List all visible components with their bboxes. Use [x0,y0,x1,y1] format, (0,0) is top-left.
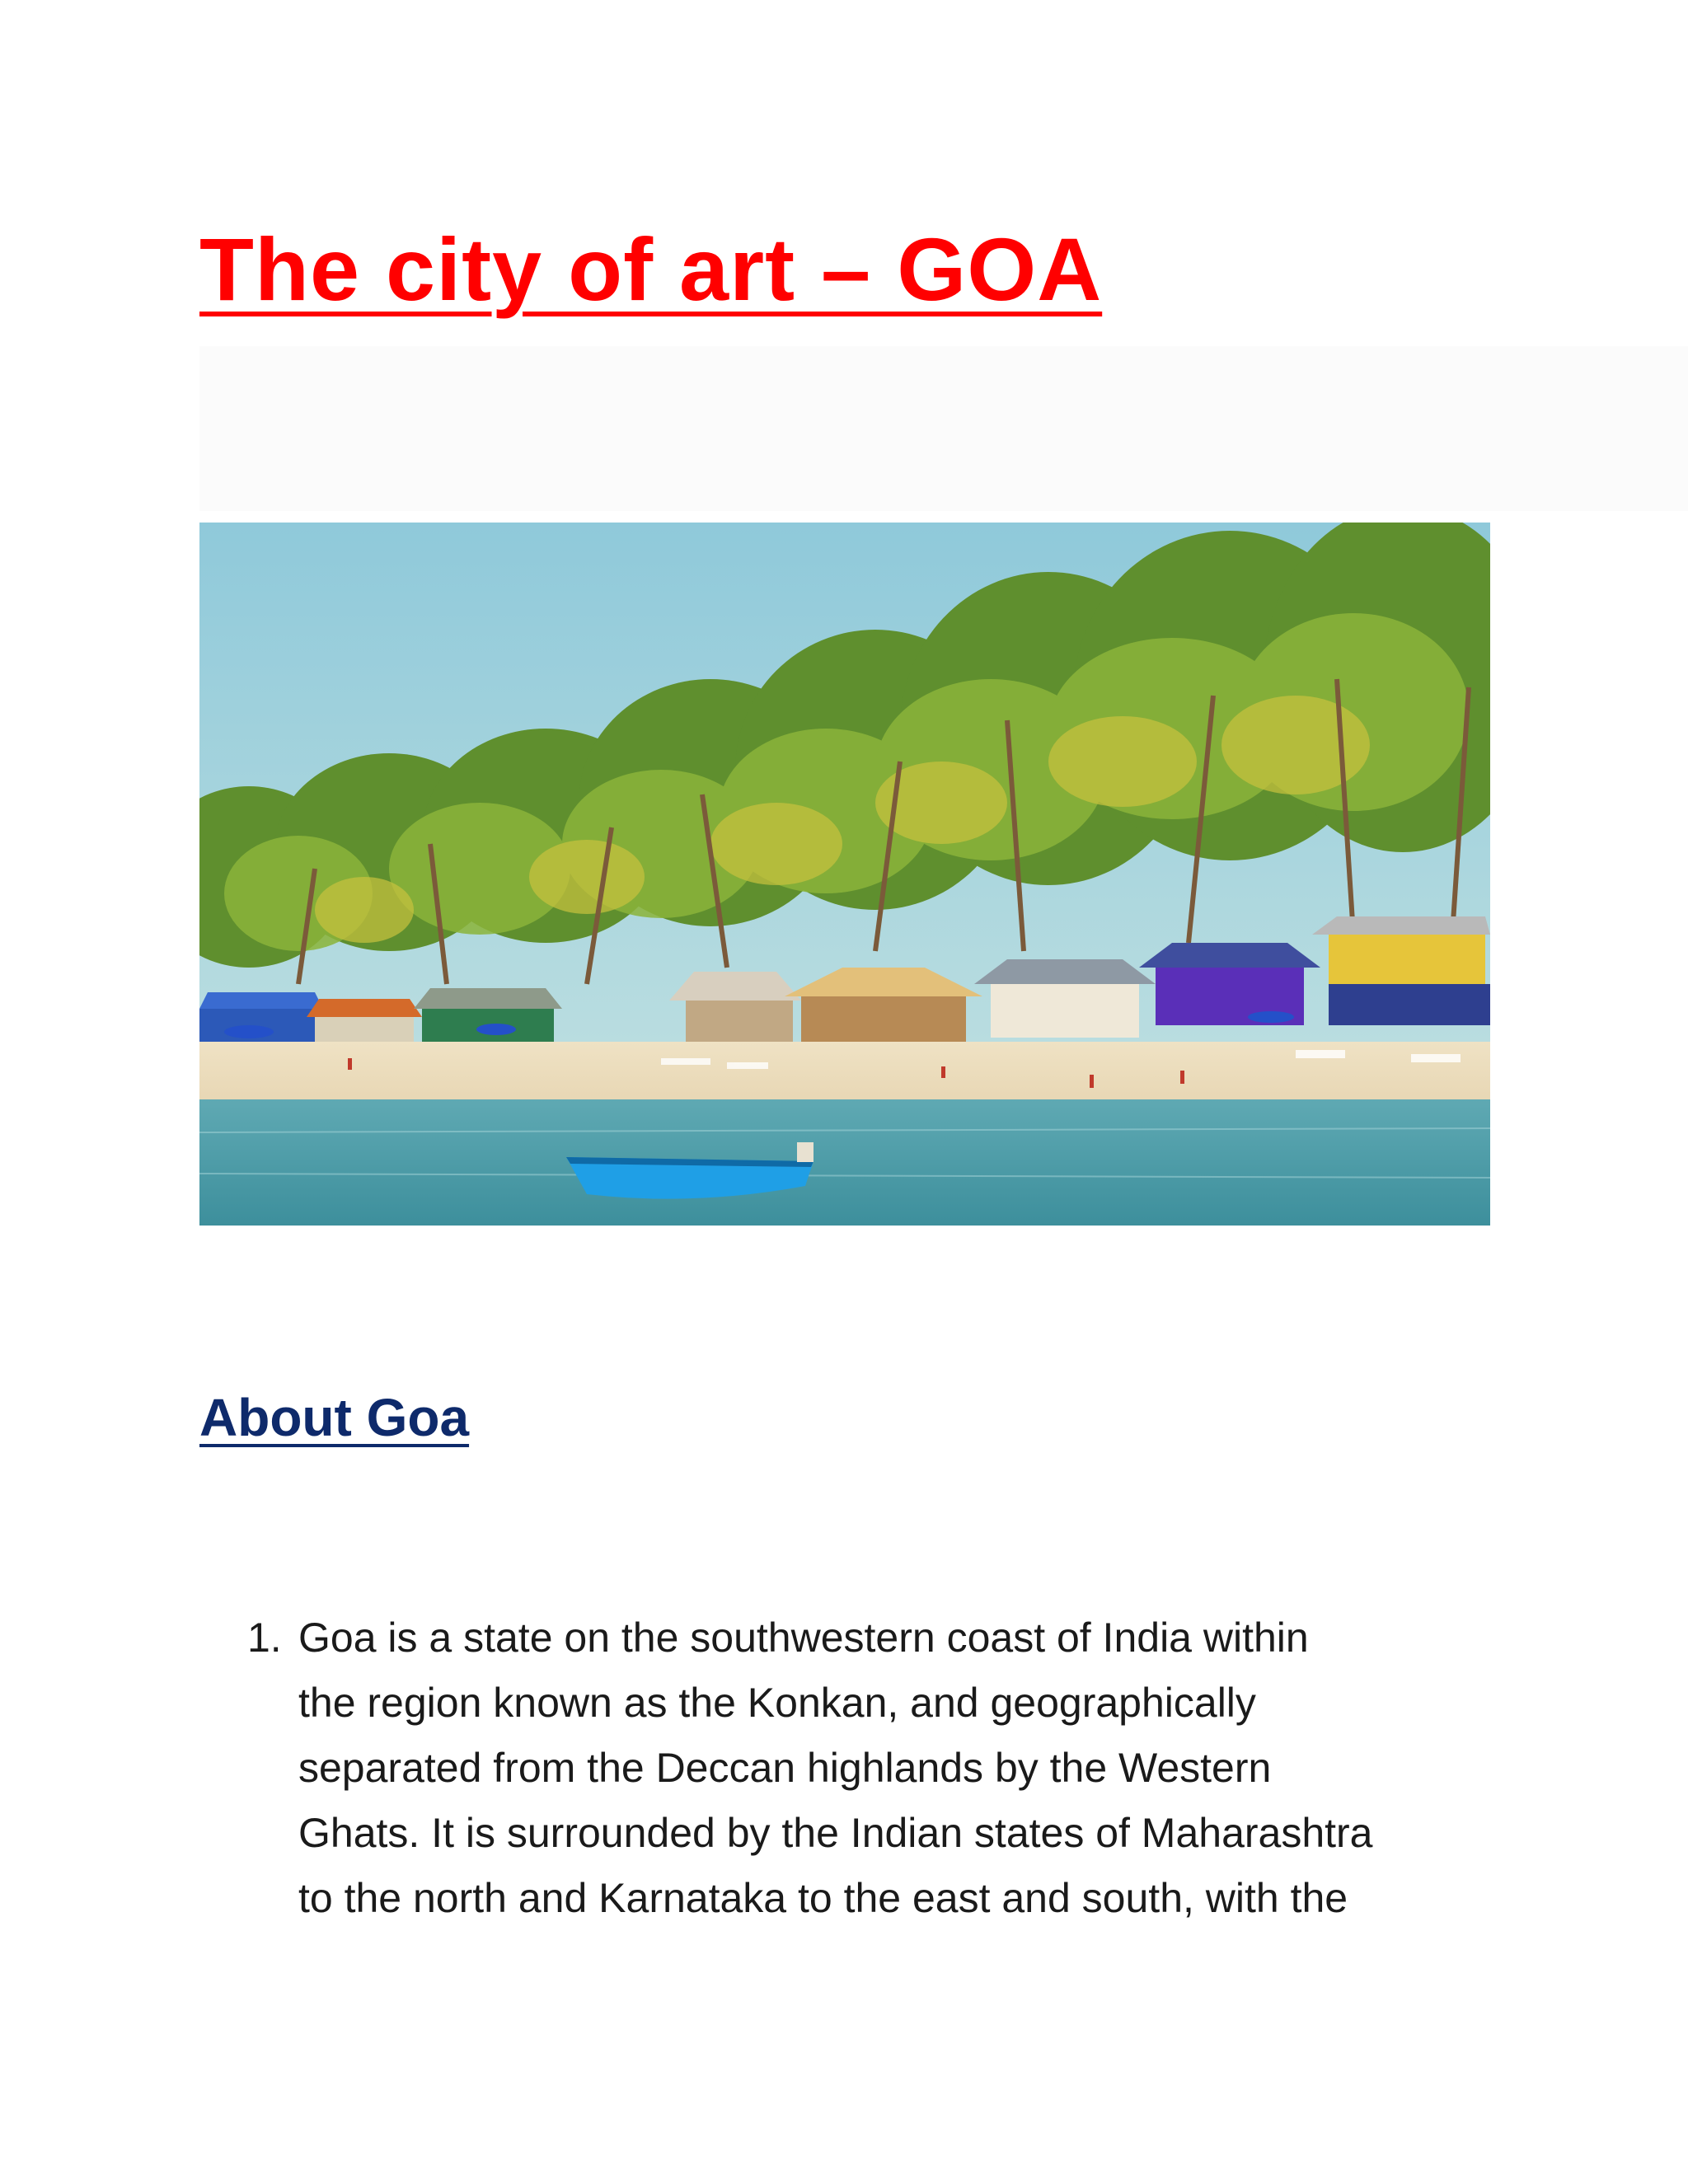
list-marker: 1. [247,1615,282,1661]
list-item-line-3: separated from the Deccan highlands by the Western [298,1745,1272,1791]
list-item-line-4: Ghats. It is surrounded by the Indian states of Maharashtra [298,1810,1373,1856]
list-item-line-5: to the north and Karnataka to the east and south, with the [298,1875,1348,1921]
page-title: The city of art – GOA [199,219,1103,319]
section-heading-about-goa: About Goa [199,1388,470,1447]
about-goa-list [247,1605,1533,1931]
list-item-line-1: Goa is a state on the southwestern coast of India within [298,1615,1309,1661]
list-item-line-2: the region known as the Konkan, and geographically [298,1680,1256,1726]
list-item [247,1605,1533,1931]
image-background-band [199,346,1688,511]
goa-beach-photo [199,523,1490,1226]
